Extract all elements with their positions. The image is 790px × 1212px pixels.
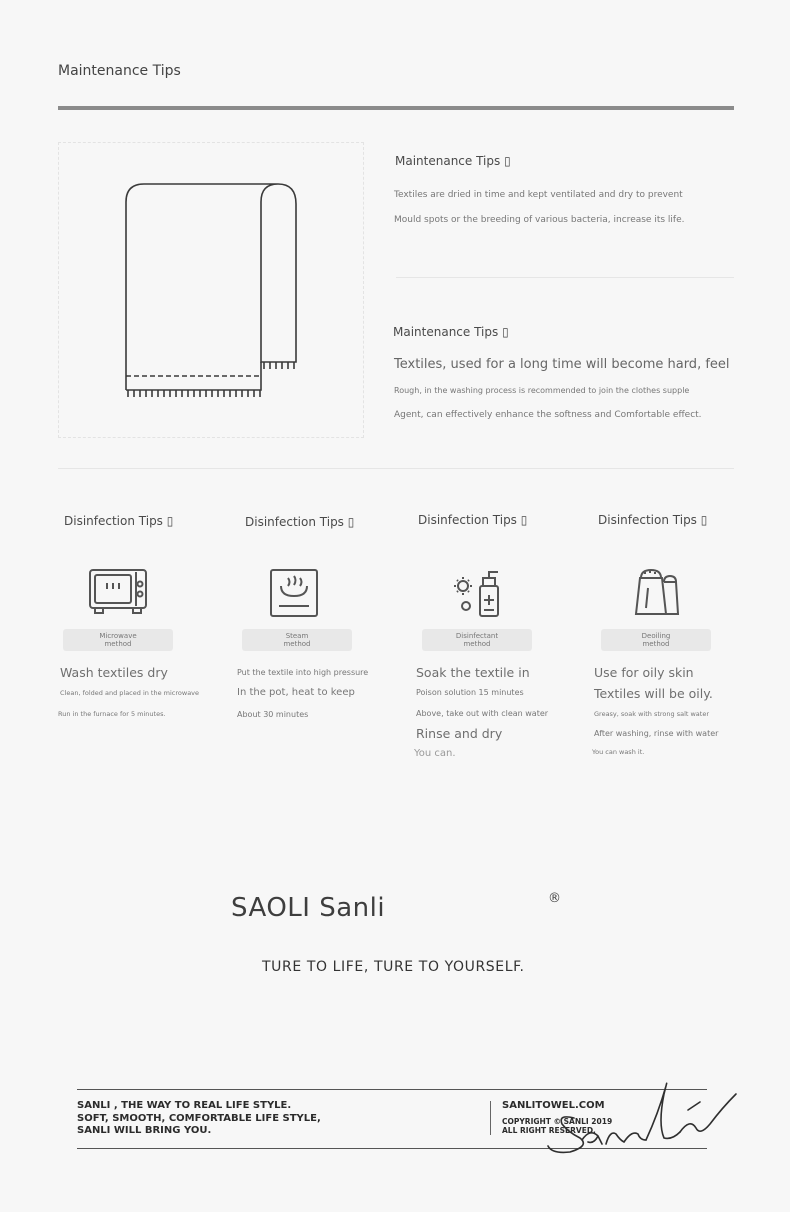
maintenance-divider xyxy=(396,277,734,278)
signature-logo xyxy=(540,1074,740,1160)
brand-slogan: TURE TO LIFE, TURE TO YOURSELF. xyxy=(262,959,525,975)
footer-site-link[interactable]: SANLITOWEL.COM xyxy=(502,1100,605,1111)
tip-line: Poison solution 15 minutes xyxy=(416,688,524,697)
method-pill: Disinfectant method xyxy=(422,629,532,651)
method-pill: Deoiling method xyxy=(601,629,711,651)
tip-line: Rinse and dry xyxy=(416,726,503,741)
tip-line: Soak the textile in xyxy=(416,665,530,680)
copyright-line: ALL RIGHT RESERVED. xyxy=(502,1126,596,1135)
brand-name: SAOLI Sanli xyxy=(231,893,386,923)
registered-mark: ® xyxy=(548,891,561,906)
tip-line: Textiles will be oily. xyxy=(594,686,713,701)
maintenance-2-lead: Textiles, used for a long time will become hard, feel xyxy=(394,357,730,372)
disinfection-heading: Disinfection Tips ▯ xyxy=(245,515,355,529)
towel-icon xyxy=(120,178,306,400)
disinfectant-icon xyxy=(452,566,504,620)
section-divider xyxy=(58,468,734,469)
tip-line: Wash textiles dry xyxy=(60,665,168,680)
deoiling-icon xyxy=(634,568,682,618)
maintenance-2-line-2: Agent, can effectively enhance the softness and Comfortable effect. xyxy=(394,410,702,420)
maintenance-heading-2: Maintenance Tips ▯ xyxy=(393,325,509,339)
tip-line: You can. xyxy=(414,748,456,759)
tip-line: After washing, rinse with water xyxy=(594,729,719,738)
title-divider xyxy=(58,106,734,110)
footer-tagline-line: SANLI WILL BRING YOU. xyxy=(77,1125,212,1136)
footer-tagline xyxy=(77,1100,321,1138)
tip-line: Greasy, soak with strong salt water xyxy=(594,710,710,718)
tip-line: Run in the furnace for 5 minutes. xyxy=(58,710,166,718)
tip-line: In the pot, heat to keep xyxy=(237,687,355,698)
maintenance-heading-1: Maintenance Tips ▯ xyxy=(395,154,511,168)
tip-line: Clean, folded and placed in the microwave xyxy=(60,689,200,697)
footer-tagline-line: SANLI , THE WAY TO REAL LIFE STYLE. xyxy=(77,1100,292,1111)
maintenance-1-line-2: Mould spots or the breeding of various bacteria, increase its life. xyxy=(394,215,685,225)
disinfection-heading: Disinfection Tips ▯ xyxy=(418,513,528,527)
steam-icon xyxy=(269,568,319,618)
maintenance-2-line-1: Rough, in the washing process is recommended to join the clothes supple xyxy=(394,386,690,395)
microwave-icon xyxy=(88,568,148,616)
tip-line: About 30 minutes xyxy=(237,710,309,719)
page-title: Maintenance Tips xyxy=(58,63,181,79)
disinfection-heading: Disinfection Tips ▯ xyxy=(64,514,174,528)
copyright-line: COPYRIGHT © SANLI 2019 xyxy=(502,1117,613,1126)
maintenance-1-line-1: Textiles are dried in time and kept ventilated and dry to prevent xyxy=(394,190,683,200)
method-pill: Microwave method xyxy=(63,629,173,651)
footer-tagline-line: SOFT, SMOOTH, COMFORTABLE LIFE STYLE, xyxy=(77,1112,321,1124)
footer-separator xyxy=(490,1101,491,1135)
tip-line: Use for oily skin xyxy=(594,665,694,680)
tip-line: Above, take out with clean water xyxy=(416,709,549,718)
method-pill: Steam method xyxy=(242,629,352,651)
disinfection-heading: Disinfection Tips ▯ xyxy=(598,513,708,527)
tip-line: Put the textile into high pressure xyxy=(237,668,369,677)
tip-line: You can wash it. xyxy=(592,748,645,756)
